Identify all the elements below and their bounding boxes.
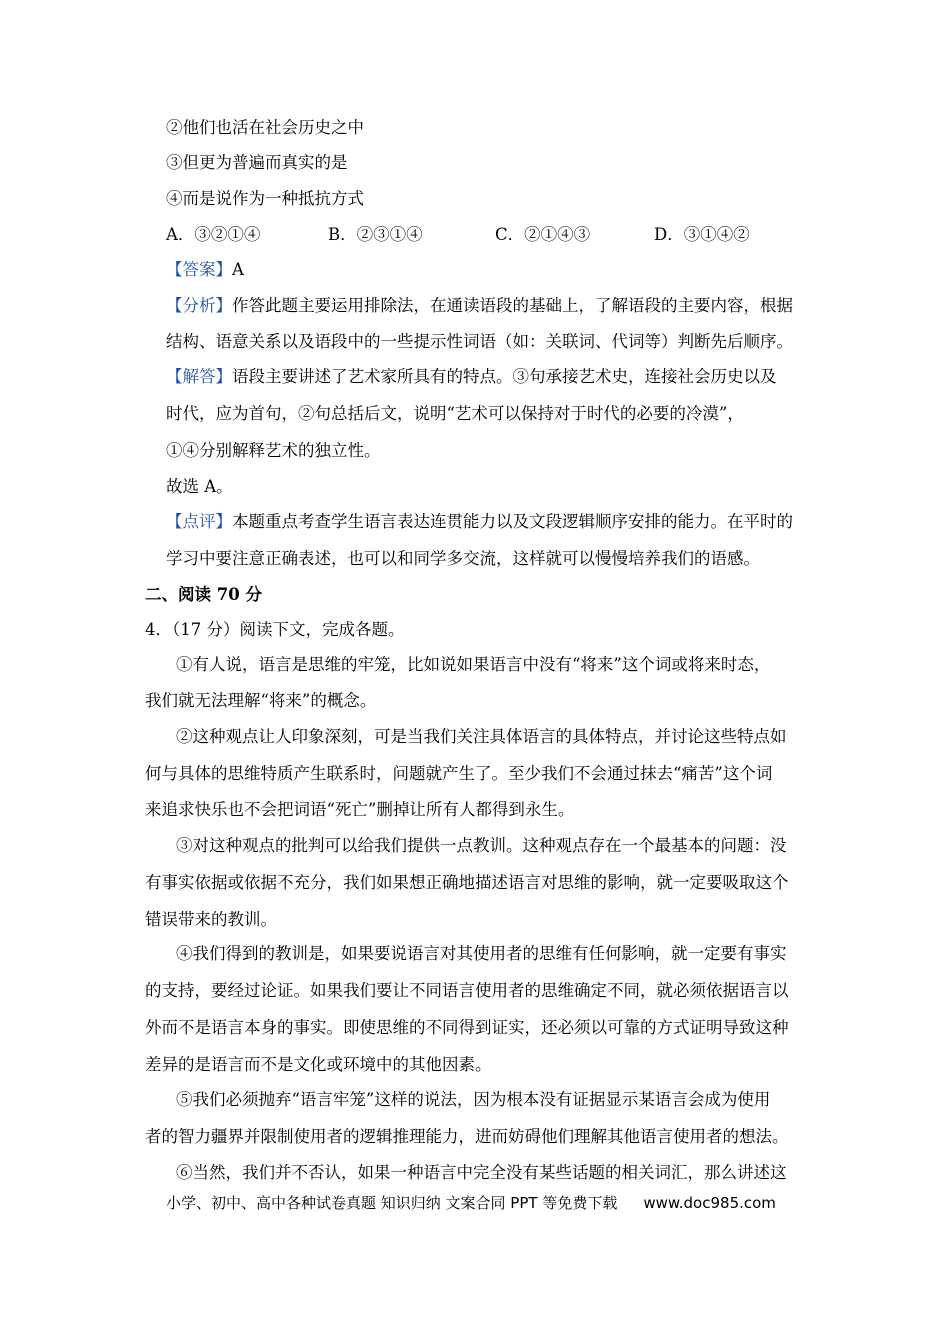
passage-line-2: 我们就无法理解“将来”的概念。 xyxy=(145,691,377,710)
solution-line-2: 时代，应为首句，②句总括后文，说明“艺术可以保持对于时代的必要的冷漠”， xyxy=(166,404,744,423)
passage-line-8: 错误带来的教训。 xyxy=(145,910,277,929)
choice-a: A．③②①④ xyxy=(166,225,261,244)
passage-line-5: 来追求快乐也不会把词语“死亡”删掉让所有人都得到永生。 xyxy=(145,800,575,819)
solution-text-1: 语段主要讲述了艺术家所具有的特点。③句承接艺术史，连接社会历史以及 xyxy=(232,367,777,386)
passage-line-7: 有事实依据或依据不充分，我们如果想正确地描述语言对思维的影响，就一定要吸取这个 xyxy=(145,873,789,892)
comment-line-1 xyxy=(166,512,793,532)
answer-tag: 【答案】 xyxy=(166,260,232,279)
solution-line-4: 故选 A。 xyxy=(166,477,233,496)
passage-line-6: ③对这种观点的批判可以给我们提供一点教训。这种观点存在一个最基本的问题：没 xyxy=(176,836,787,855)
analysis-line-1 xyxy=(166,296,793,316)
solution-line-3: ①④分别解释艺术的独立性。 xyxy=(166,441,381,460)
passage-line-12: 差异的是语言而不是文化或环境中的其他因素。 xyxy=(145,1055,492,1074)
solution-tag: 【解答】 xyxy=(166,367,232,386)
passage-line-14: 者的智力疆界并限制使用者的逻辑推理能力，进而妨碍他们理解其他语言使用者的想法。 xyxy=(145,1127,789,1146)
choices-row xyxy=(166,225,786,245)
passage-line-11: 外而不是语言本身的事实。即使思维的不同得到证实，还必须以可靠的方式证明导致这种 xyxy=(145,1018,789,1037)
comment-text-1: 本题重点考查学生语言表达连贯能力以及文段逻辑顺序安排的能力。在平时的 xyxy=(232,512,793,531)
passage-line-15: ⑥当然，我们并不否认，如果一种语言中完全没有某些话题的相关词汇，那么讲述这 xyxy=(176,1163,787,1182)
answer-text: A xyxy=(232,260,244,279)
analysis-line-2: 结构、语意关系以及语段中的一些提示性词语（如：关联词、代词等）判断先后顺序。 xyxy=(166,332,793,351)
choice-c: C．②①④③ xyxy=(495,225,591,244)
option-line-4: ④而是说作为一种抵抗方式 xyxy=(166,189,364,208)
passage-line-4: 何与具体的思维特质产生联系时，问题就产生了。至少我们不会通过抹去“痛苦”这个词 xyxy=(145,764,773,783)
passage-line-10: 的支持，要经过论证。如果我们要让不同语言使用者的思维确定不同，就必须依据语言以 xyxy=(145,981,789,1000)
solution-line-1 xyxy=(166,367,777,387)
option-line-2: ②他们也活在社会历史之中 xyxy=(166,118,364,137)
analysis-tag: 【分析】 xyxy=(166,296,232,315)
question-stem: 4．（17 分）阅读下文，完成各题。 xyxy=(145,620,405,639)
choice-b: B．②③①④ xyxy=(328,225,423,244)
analysis-text-1: 作答此题主要运用排除法，在通读语段的基础上，了解语段的主要内容，根据 xyxy=(232,296,793,315)
footer-site-link[interactable]: www.doc985.com xyxy=(643,1194,776,1212)
passage-line-13: ⑤我们必须抛弃“语言牢笼”这样的说法，因为根本没有证据显示某语言会成为使用 xyxy=(176,1090,771,1109)
choice-d: D．③①④② xyxy=(654,225,750,244)
passage-line-3: ②这种观点让人印象深刻，可是当我们关注具体语言的具体特点，并讨论这些特点如 xyxy=(176,727,787,746)
option-line-3: ③但更为普遍而真实的是 xyxy=(166,153,348,172)
footer-bar xyxy=(166,1192,776,1213)
answer-line xyxy=(166,260,244,280)
passage-line-9: ④我们得到的教训是，如果要说语言对其使用者的思维有任何影响，就一定要有事实 xyxy=(176,944,787,963)
footer-text: 小学、初中、高中各种试卷真题 知识归纳 文案合同 PPT 等免费下载 xyxy=(166,1194,618,1212)
passage-line-1: ①有人说，语言是思维的牢笼，比如说如果语言中没有“将来”这个词或将来时态， xyxy=(176,655,771,674)
section-heading: 二、阅读 70 分 xyxy=(145,585,262,604)
comment-line-2: 学习中要注意正确表述，也可以和同学多交流，这样就可以慢慢培养我们的语感。 xyxy=(166,549,760,568)
comment-tag: 【点评】 xyxy=(166,512,232,531)
